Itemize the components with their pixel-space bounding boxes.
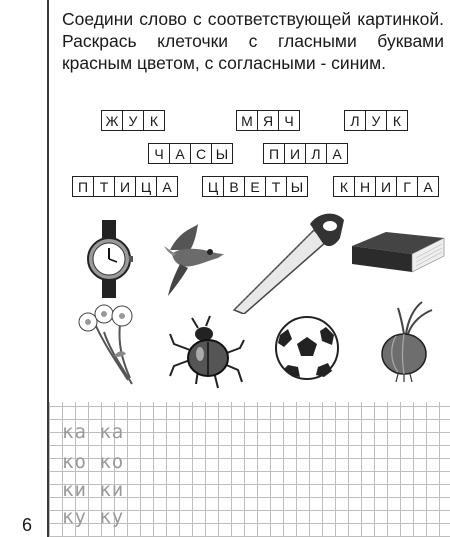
letter-cell[interactable]: А [156, 176, 178, 197]
letter-cell[interactable]: У [122, 110, 144, 131]
letter-cell[interactable]: Т [265, 176, 287, 197]
beetle-picture[interactable] [168, 314, 246, 390]
letter-cell[interactable]: Ч [148, 143, 170, 164]
letter-cell[interactable]: А [169, 143, 191, 164]
word-box-kniga[interactable] [333, 176, 439, 197]
word-box-chasy[interactable] [148, 143, 233, 164]
letter-cell[interactable]: Ц [135, 176, 157, 197]
letter-cell[interactable]: Г [396, 176, 418, 197]
letter-cell[interactable]: Н [354, 176, 376, 197]
letter-cell[interactable]: К [333, 176, 355, 197]
letter-cell[interactable]: И [284, 143, 306, 164]
word-box-luk[interactable] [344, 110, 408, 131]
copy-line: ку ку [62, 506, 125, 528]
ball-picture[interactable] [274, 315, 340, 381]
word-box-tsvety[interactable] [202, 176, 308, 197]
saw-picture[interactable] [230, 208, 346, 314]
word-box-pila[interactable] [263, 143, 348, 164]
letter-cell[interactable]: А [326, 143, 348, 164]
letter-cell[interactable]: Я [257, 110, 279, 131]
letter-cell[interactable]: Ж [101, 110, 123, 131]
letter-cell[interactable]: П [263, 143, 285, 164]
letter-cell[interactable]: К [143, 110, 165, 131]
letter-cell[interactable]: В [223, 176, 245, 197]
letter-cell[interactable]: Ы [211, 143, 233, 164]
letter-cell[interactable]: Л [344, 110, 366, 131]
letter-cell[interactable]: П [72, 176, 94, 197]
word-box-zhuk[interactable] [101, 110, 165, 131]
word-box-ptitsa[interactable] [72, 176, 178, 197]
copy-line: ки ки [62, 479, 125, 501]
task-instructions: Соедини слово с соответствующей картинкой. Раскрась клеточки с гласными буквами красным цветом, с согласными - синим. [62, 9, 444, 73]
book-picture[interactable] [346, 228, 446, 274]
letter-cell[interactable]: К [386, 110, 408, 131]
letter-cell[interactable]: С [190, 143, 212, 164]
letter-cell[interactable]: Л [305, 143, 327, 164]
letter-cell[interactable]: Ы [286, 176, 308, 197]
onion-picture[interactable] [372, 300, 436, 384]
letter-cell[interactable]: У [365, 110, 387, 131]
letter-cell[interactable]: Е [244, 176, 266, 197]
letter-cell[interactable]: М [236, 110, 258, 131]
word-box-myach[interactable] [236, 110, 300, 131]
copy-line: ка ка [62, 421, 125, 443]
letter-cell[interactable]: Ц [202, 176, 224, 197]
letter-cell[interactable]: И [375, 176, 397, 197]
copy-line: ко ко [62, 451, 125, 473]
letter-cell[interactable]: Т [93, 176, 115, 197]
letter-cell[interactable]: Ч [278, 110, 300, 131]
letter-cell[interactable]: А [417, 176, 439, 197]
flowers-picture[interactable] [74, 304, 138, 386]
bird-picture[interactable] [160, 220, 226, 300]
watch-picture[interactable] [86, 220, 134, 298]
letter-cell[interactable]: И [114, 176, 136, 197]
page-number: 6 [22, 515, 33, 535]
